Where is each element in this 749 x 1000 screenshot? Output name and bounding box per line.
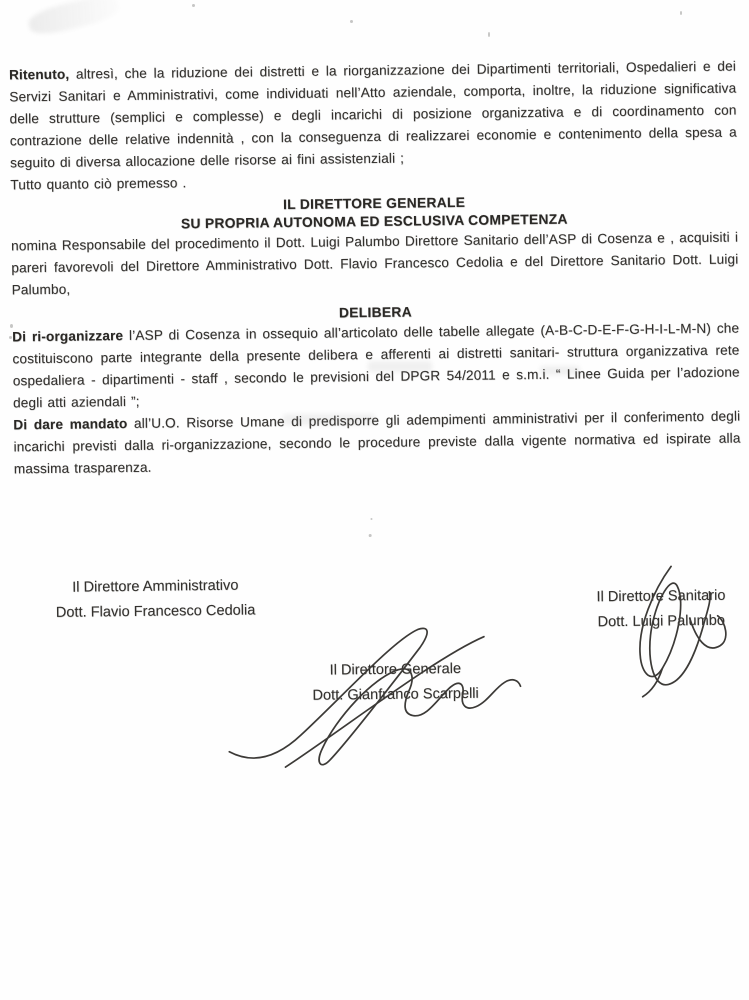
scan-speck xyxy=(370,518,372,520)
signature-name-cedolia: Dott. Flavio Francesco Cedolia xyxy=(55,602,256,621)
signatures-section xyxy=(14,472,746,921)
signature-block-amministrativo xyxy=(39,573,272,626)
item-dare-mandato-text: all’U.O. Risorse Umane di predisporre gli adempimenti amministrativi per il conferimento degli incarichi previsti dalla ri-organizzazione, secondo le procedure previste dalla vigente normativa ed ispirate alla massima trasparenza. xyxy=(13,408,741,477)
heading-direttore-generale: IL DIRETTORE GENERALE xyxy=(282,194,466,213)
signature-title-sanitario: Il Direttore Sanitario xyxy=(596,587,726,606)
item-dare-mandato xyxy=(13,406,741,481)
scan-speck xyxy=(369,534,372,537)
item-dare-mandato-lead: Di dare mandato xyxy=(13,416,128,433)
scan-speck xyxy=(9,336,12,339)
signature-block-generale xyxy=(296,657,495,709)
signature-title-generale: Il Direttore Generale xyxy=(329,660,462,679)
item-riorganizzare-lead: Di ri-organizzare xyxy=(12,328,124,345)
scan-shadow-patch xyxy=(368,361,432,372)
scan-shadow-patch xyxy=(540,366,580,375)
scan-shadow-patch xyxy=(283,414,375,425)
signature-block-sanitario xyxy=(573,583,749,635)
heading-competenza: SU PROPRIA AUTONOMA ED ESCLUSIVA COMPETENZA xyxy=(180,211,568,232)
premise-lead: Ritenuto, xyxy=(8,66,70,83)
premesso-line: Tutto quanto ciò premesso . xyxy=(10,175,187,193)
scan-speck xyxy=(10,324,13,328)
item-riorganizzare-text: l’ASP di Cosenza in ossequio all’articolato delle tabelle allegate (A-B-C-D-E-F-G-H-I-L-M-N) che costituiscono parte integrante della presente delibera e afferenti ai distretti sanitari- struttura organizzativa rete ospedaliera - dipartimenti - staff , secondo le previsioni del DPGR 54/2011 e s.m.i. “ Linee Guida per l’adozione degli atti aziendali ”; xyxy=(12,320,740,411)
signature-title-amministrativo: Il Direttore Amministrativo xyxy=(72,577,239,596)
premise-text: altresì, che la riduzione dei distretti e la riorganizzazione dei Dipartimenti territoriali, Ospedalieri e dei Servizi Sanitari e Amministrativi, come individuati nell’Atto aziendale, comporta, inoltre, la riduzione significativa delle strutture (semplici e complesse) e degli incarichi di posizione organizzativa e di coordinamento con contrazione delle relative indennità , con la conseguenza di realizzarei economie e contenimento della spesa a seguito di diversa allocazione delle risorse ai fini assistenziali ; xyxy=(9,58,737,171)
signature-name-palumbo: Dott. Luigi Palumbo xyxy=(597,612,726,631)
premise-paragraph xyxy=(9,56,737,175)
signature-name-scarpelli: Dott. Gianfranco Scarpelli xyxy=(312,685,479,704)
nomina-paragraph: nomina Responsabile del procedimento il Dott. Luigi Palumbo Direttore Sanitario dell’ASP di Cosenza e , acquisiti i pareri favorevoli del Direttore Amministrativo Dott. Flavio Francesco Cedolia e del Direttore Sanitario Dott. Luigi Palumbo, xyxy=(11,229,739,298)
heading-delibera: DELIBERA xyxy=(338,304,412,321)
